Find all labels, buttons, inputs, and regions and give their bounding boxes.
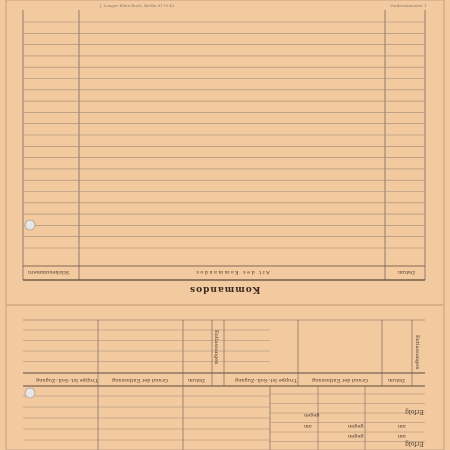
form-number: Vordruckmuster 1 (390, 3, 427, 8)
side-label-erfolg-1: Erfolg (405, 408, 424, 415)
upper-header-staerke: Stärkenummern (28, 269, 70, 275)
lower-left-header-truppe: Truppe Ist.-Soll.-Zugang (36, 377, 98, 383)
upper-header-datum: Datum (398, 269, 415, 275)
ledger-word-5: gegen (348, 433, 364, 439)
lower-right-header-datum: Datum (388, 377, 405, 383)
section-heading-kommandos: Kommandos (189, 284, 261, 294)
vertical-label-right: Entlassungen (414, 335, 420, 370)
ledger-word-3: am (304, 423, 312, 429)
lower-left-header-grund: Grund der Entlassung (112, 377, 168, 383)
vertical-label-left: Entlassungen (213, 330, 219, 365)
ledger-word-6: gegen (304, 412, 320, 418)
lower-left-header-datum: Datum (188, 377, 205, 383)
upper-header-art: Art des Kommandos (195, 269, 270, 275)
lower-right-header-grund: Grund der Entlassung (312, 377, 368, 383)
side-label-erfolg-2: Erfolg (405, 440, 424, 447)
lower-right-header-truppe: Truppe Ist.-Soll.-Zugang (235, 377, 297, 383)
ledger-word-4: am (398, 433, 406, 439)
ledger-word-2: gegen (348, 423, 364, 429)
ledger-word-1: am (398, 423, 406, 429)
printer-note: J. Lenger Klein Buch, Berlin 6170 43 (100, 3, 175, 8)
